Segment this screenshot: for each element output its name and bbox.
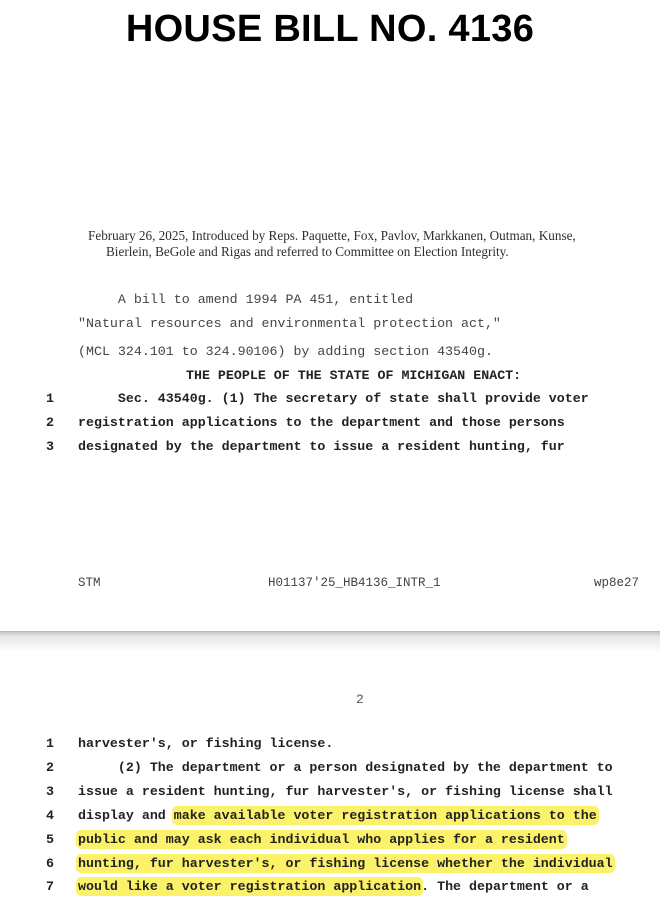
line-number: 4 <box>46 808 54 823</box>
bill-text-line: issue a resident hunting, fur harvester's, or fishing license shall <box>78 784 613 799</box>
bill-title: HOUSE BILL NO. 4136 <box>125 8 535 50</box>
bill-text-line-highlighted: would like a voter registration application. The department or a <box>78 879 589 894</box>
enacting-clause: THE PEOPLE OF THE STATE OF MICHIGAN ENACT: <box>186 368 522 383</box>
bill-text-line-highlighted <box>78 856 613 871</box>
line-number: 2 <box>46 415 54 430</box>
bill-text-line: (2) The department or a person designated by the department to <box>78 760 613 775</box>
bill-text-line-highlighted <box>78 832 565 847</box>
intro-line-2: Bierlein, BeGole and Rigas and referred to Committee on Election Integrity. <box>106 244 509 259</box>
line-number: 6 <box>46 856 54 871</box>
footer-document-id: H01137'25_HB4136_INTR_1 <box>268 576 441 590</box>
highlight-mark: hunting, fur harvester's, or fishing license whether the individual <box>78 856 613 871</box>
line-number: 2 <box>46 760 54 775</box>
bill-text-line: registration applications to the department and those persons <box>78 415 565 430</box>
line-number: 3 <box>46 784 54 799</box>
line-number: 5 <box>46 832 54 847</box>
amendment-line-3: (MCL 324.101 to 324.90106) by adding section 43540g. <box>78 344 493 359</box>
page-separator <box>0 631 660 650</box>
introduction-note <box>80 228 640 260</box>
page-number: 2 <box>356 692 364 707</box>
footer-code: wp8e27 <box>594 576 640 590</box>
footer-initials: STM <box>78 576 101 590</box>
bill-text-line: Sec. 43540g. (1) The secretary of state shall provide voter <box>78 391 589 406</box>
amendment-line-1: A bill to amend 1994 PA 451, entitled <box>78 292 414 307</box>
intro-line-1: February 26, 2025, Introduced by Reps. Paquette, Fox, Pavlov, Markkanen, Outman, Kunse, <box>88 228 576 243</box>
line-number: 7 <box>46 879 54 894</box>
line-number: 1 <box>46 391 54 406</box>
highlight-mark: public and may ask each individual who applies for a resident <box>78 832 565 847</box>
bill-text-line-highlighted: display and make available voter registration applications to the <box>78 808 597 823</box>
line-number: 1 <box>46 736 54 751</box>
amendment-line-2: "Natural resources and environmental protection act," <box>78 316 501 331</box>
highlight-mark: make available voter registration applications to the <box>173 808 597 823</box>
bill-text-line: designated by the department to issue a resident hunting, fur <box>78 439 565 454</box>
bill-text-line: harvester's, or fishing license. <box>78 736 334 751</box>
highlight-mark: would like a voter registration application <box>78 879 422 894</box>
line-number: 3 <box>46 439 54 454</box>
